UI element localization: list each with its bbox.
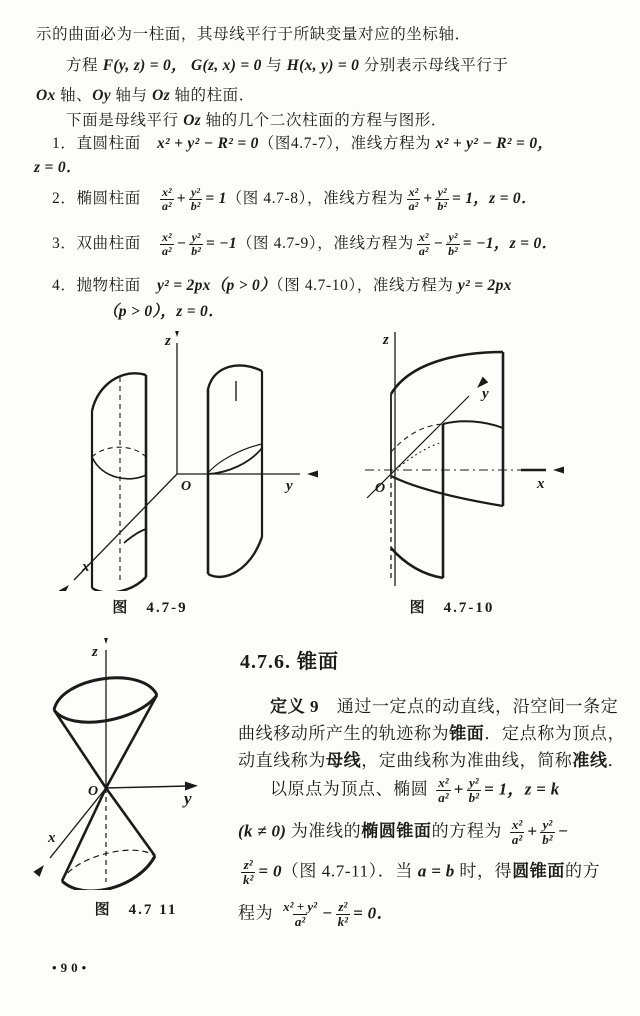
lower-cone: [62, 788, 155, 890]
bullet: •: [81, 960, 91, 975]
definition-line-2: [238, 723, 625, 746]
cone-eq-line-2: [238, 818, 568, 847]
item-2-line: [52, 186, 537, 213]
denominator: b²: [191, 243, 201, 258]
denominator: a²: [294, 914, 306, 930]
page-number: [52, 960, 90, 976]
cone-eq-line-3: [238, 858, 600, 887]
fraction: [540, 818, 554, 847]
text: ．定点称为顶点，: [484, 724, 626, 743]
denominator: b²: [468, 790, 480, 806]
numerator: x²: [438, 775, 449, 790]
figure-caption-4-7-9: 图 4.7-9: [112, 600, 188, 616]
formula: Oy: [92, 87, 111, 104]
numerator: y²: [191, 230, 201, 244]
keyword: 锥面: [449, 724, 485, 743]
text: 的方程为: [431, 821, 507, 841]
left-sheet: [92, 373, 146, 591]
formula: Oz: [183, 112, 202, 129]
z-axis-label: z: [92, 644, 98, 660]
text: （图 4.7-9），准线方程为: [236, 235, 414, 253]
definition-label: 定义 9: [270, 697, 320, 716]
fraction: [160, 231, 174, 258]
denominator: b²: [542, 832, 553, 848]
formula: = 0: [258, 861, 282, 881]
numerator: y²: [469, 775, 479, 790]
page-number-value: 90: [60, 960, 82, 975]
numerator: y²: [448, 230, 458, 244]
text: 程为: [238, 903, 279, 923]
text: 3．双曲柱面: [52, 235, 157, 253]
text: 方程: [66, 57, 103, 74]
keyword: 椭圆锥面: [361, 821, 432, 841]
formula: = −1，z = 0．: [462, 235, 558, 253]
section-heading: 4.7.6. 锥面: [240, 651, 339, 673]
figure-parabolic-cylinder: [351, 328, 621, 592]
formula: = 1: [205, 190, 227, 208]
formula: y² = 2px: [457, 277, 512, 294]
figure-hyperbolic-cylinder: [40, 331, 334, 591]
denominator: k²: [337, 914, 349, 930]
fraction: [407, 186, 421, 213]
numerator: y²: [191, 185, 200, 199]
fraction: [417, 231, 431, 258]
denominator: a²: [161, 243, 172, 258]
operator: +: [176, 190, 186, 208]
formula: x² + y² − R² = 0: [156, 135, 259, 152]
numerator: x²: [408, 185, 419, 199]
definition-line-1: [270, 696, 618, 719]
text: 下面是母线平行: [66, 112, 184, 129]
cone-eq-line-1: [270, 776, 560, 805]
z-axis-label: z: [165, 333, 171, 349]
origin-label: O: [88, 784, 99, 799]
operator: −: [322, 903, 333, 923]
formula: Ox: [36, 87, 56, 104]
denominator: b²: [437, 198, 447, 213]
formula: = −1: [205, 235, 237, 253]
text: 4．抛物柱面: [52, 277, 157, 294]
fraction: [241, 858, 255, 887]
operator: +: [423, 190, 433, 208]
fraction: [510, 818, 524, 847]
item-1-line-1: [52, 134, 553, 155]
figure-double-cone: [28, 638, 238, 890]
keyword: 圆锥面: [512, 861, 565, 881]
numerator: x² + y²: [283, 899, 318, 914]
definition-line-3: [238, 750, 625, 773]
formula: y² = 2px（p > 0）: [156, 277, 276, 294]
numerator: x²: [511, 817, 523, 832]
text: （图 4.7-10），准线方程为: [275, 277, 458, 294]
formula: a = b: [417, 861, 455, 881]
right-sheet: [208, 365, 262, 576]
text: 的方: [565, 861, 601, 881]
numerator: z²: [243, 857, 253, 872]
text: 通过一定点的动直线，沿空间一条定: [319, 697, 619, 716]
item-4-line-2: （p > 0），z = 0．: [103, 303, 224, 320]
operator: −: [433, 235, 444, 253]
denominator: k²: [243, 872, 254, 888]
denominator: a²: [438, 790, 449, 806]
x-axis-label: x: [82, 559, 90, 575]
numerator: x²: [161, 185, 172, 199]
text: 动直线称为: [238, 751, 326, 770]
text: 轴的柱面．: [169, 87, 255, 104]
denominator: a²: [161, 198, 172, 213]
figure-caption-4-7-10: 图 4.7-10: [409, 600, 495, 616]
formula: = 1，z = k: [484, 779, 560, 799]
text: 2．椭圆柱面: [52, 190, 157, 208]
text: 曲线移动所产生的轨迹称为: [238, 724, 450, 743]
formula: Oz: [152, 87, 170, 104]
bullet: •: [52, 960, 61, 975]
y-axis-label: y: [286, 478, 293, 494]
text: 与: [261, 57, 287, 74]
origin-label: O: [181, 479, 192, 494]
fraction: [160, 186, 174, 213]
numerator: x²: [161, 230, 172, 244]
fraction: [189, 231, 203, 258]
formula: = 0．: [353, 903, 394, 923]
fraction: [467, 776, 481, 805]
operator: +: [527, 821, 538, 841]
axes: [59, 331, 318, 591]
item-4-line-1: [52, 276, 512, 297]
denominator: a²: [408, 198, 419, 213]
x-axis-label: x: [48, 830, 56, 846]
text: 轴、: [55, 87, 93, 104]
text: ，定曲线称为准曲线，简称: [361, 751, 573, 770]
fraction: [435, 186, 449, 213]
intro-line-2: [66, 56, 509, 77]
y-axis-label: y: [184, 789, 192, 808]
text: ．: [607, 751, 626, 770]
text: 1．直圆柱面: [52, 135, 157, 152]
text: 为准线的: [290, 821, 362, 841]
fraction: [281, 900, 319, 929]
intro-line-4: [66, 111, 447, 132]
denominator: b²: [448, 243, 458, 258]
item-3-line: [52, 231, 557, 258]
text: （图 4.7-8），准线方程为: [226, 190, 404, 208]
text: 时，得: [454, 861, 513, 881]
axes: [365, 332, 564, 586]
text: 分别表示母线平行于: [359, 57, 509, 74]
text: （图4.7-7），准线方程为: [258, 135, 436, 152]
axes: [33, 638, 198, 882]
formula: = 1，z = 0．: [451, 190, 537, 208]
operator: +: [453, 779, 464, 799]
formula: H(x, y) = 0: [286, 57, 360, 74]
numerator: y²: [542, 817, 553, 832]
fraction: [336, 900, 350, 929]
intro-line-3: [36, 86, 255, 107]
fraction: [436, 776, 450, 805]
denominator: b²: [190, 198, 201, 213]
text: 轴的几个二次柱面的方程与图形．: [201, 112, 447, 129]
operator: −: [176, 235, 187, 253]
formula: (k ≠ 0): [238, 821, 291, 841]
y-axis-label: y: [482, 386, 489, 402]
origin-label: O: [375, 481, 386, 496]
numerator: z²: [338, 899, 348, 914]
numerator: x²: [418, 230, 429, 244]
text: （图 4.7-11）．当: [281, 861, 418, 881]
keyword: 准线: [572, 751, 608, 770]
z-axis-label: z: [383, 332, 389, 348]
figure-caption-4-7-11: 图 4.7 11: [94, 902, 178, 918]
formula: x² + y² − R² = 0，: [435, 135, 554, 152]
text: 以原点为顶点、椭圆: [270, 779, 434, 799]
keyword: 母线: [326, 751, 362, 770]
denominator: a²: [511, 832, 523, 848]
intro-line-1: 示的曲面必为一柱面，其母线平行于所缺变量对应的坐标轴．: [36, 26, 471, 43]
fraction: [446, 231, 460, 258]
fraction: [189, 186, 203, 213]
operator: −: [557, 821, 569, 841]
x-axis-label: x: [537, 476, 545, 492]
formula: F(y, z) = 0， G(z, x) = 0: [102, 57, 262, 74]
numerator: y²: [437, 185, 447, 199]
cone-eq-line-4: [238, 900, 394, 929]
text: 轴与: [110, 87, 153, 104]
item-1-line-2: z = 0．: [34, 159, 82, 176]
denominator: a²: [418, 243, 429, 258]
